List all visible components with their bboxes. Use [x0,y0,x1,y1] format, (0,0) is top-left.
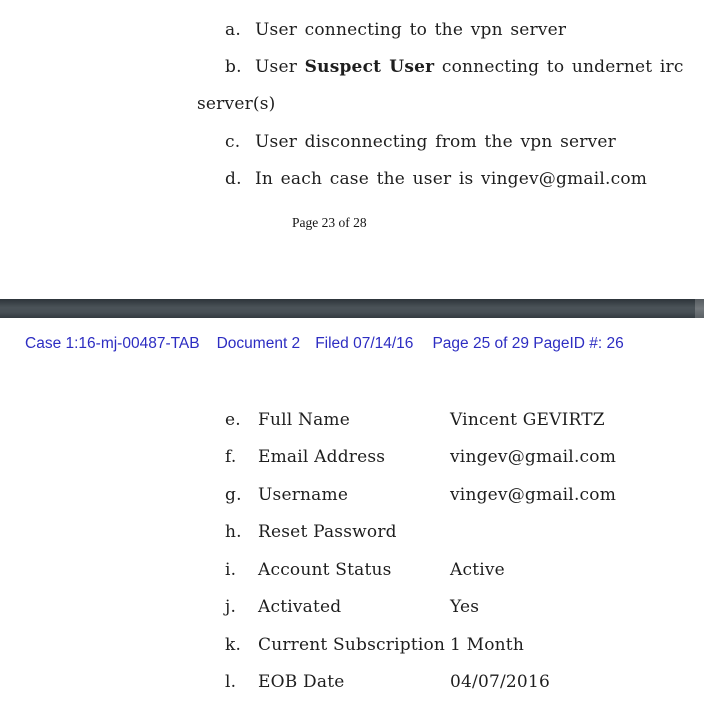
list-item-b [225,57,684,77]
stamp-document-number: Document 2 [216,335,301,352]
list-item-c [225,132,616,152]
list-item-a [225,20,566,40]
row-letter: k. [225,635,242,655]
list-item-text: In each case the user is vingev@gmail.com [255,169,648,189]
detail-row-username [225,485,616,505]
list-item-letter: d. [225,169,242,189]
detail-row-activated [225,597,479,617]
detail-row-current-subscription [225,635,524,655]
row-letter: h. [225,522,242,542]
row-value: Active [450,560,505,580]
detail-row-reset-password [225,522,450,542]
row-value: vingev@gmail.com [450,485,617,505]
detail-row-full-name [225,410,605,430]
row-value: Vincent GEVIRTZ [450,410,605,430]
page-number-footer: Page 23 of 28 [292,215,367,230]
list-item-letter: c. [225,132,241,152]
row-label: Username [258,485,349,505]
row-value: Yes [450,597,480,617]
list-item-letter: a. [225,20,241,40]
row-value: vingev@gmail.com [450,447,617,467]
list-item-text-prefix: User [255,57,305,77]
detail-row-email-address [225,447,616,467]
stamp-case-number: Case 1:16-mj-00487-TAB [25,335,200,352]
row-value: 04/07/2016 [450,672,550,692]
page-separator-bar [0,299,704,318]
list-item-text: User disconnecting from the vpn server [255,132,616,152]
row-label: EOB Date [258,672,345,692]
list-item-letter: b. [225,57,242,77]
row-letter: j. [225,597,237,617]
row-letter: g. [225,485,242,505]
detail-row-account-status [225,560,505,580]
row-label: Full Name [258,410,351,430]
row-value: 1 Month [450,635,524,655]
stamp-page-id: Page 25 of 29 PageID #: 26 [432,335,624,352]
detail-row-eob-date [225,672,550,692]
page-separator-end-cap [695,299,704,318]
row-label: Reset Password [258,522,397,542]
list-item-text: User connecting to the vpn server [255,20,567,40]
list-item-text-suffix: connecting to undernet irc [434,57,684,77]
suspect-user-bold-text: Suspect User [304,57,435,77]
row-letter: e. [225,410,241,430]
list-item-text [255,57,684,77]
list-item-b-continuation: server(s) [197,94,276,114]
row-letter: f. [225,447,237,467]
row-letter: l. [225,672,237,692]
row-label: Email Address [258,447,386,467]
list-item-d [225,169,647,189]
row-label: Activated [258,597,342,617]
stamp-filed-date: Filed 07/14/16 [315,335,414,352]
row-label: Account Status [258,560,392,580]
row-label: Current Subscription [258,635,446,655]
row-letter: i. [225,560,237,580]
court-filing-stamp [25,335,624,353]
